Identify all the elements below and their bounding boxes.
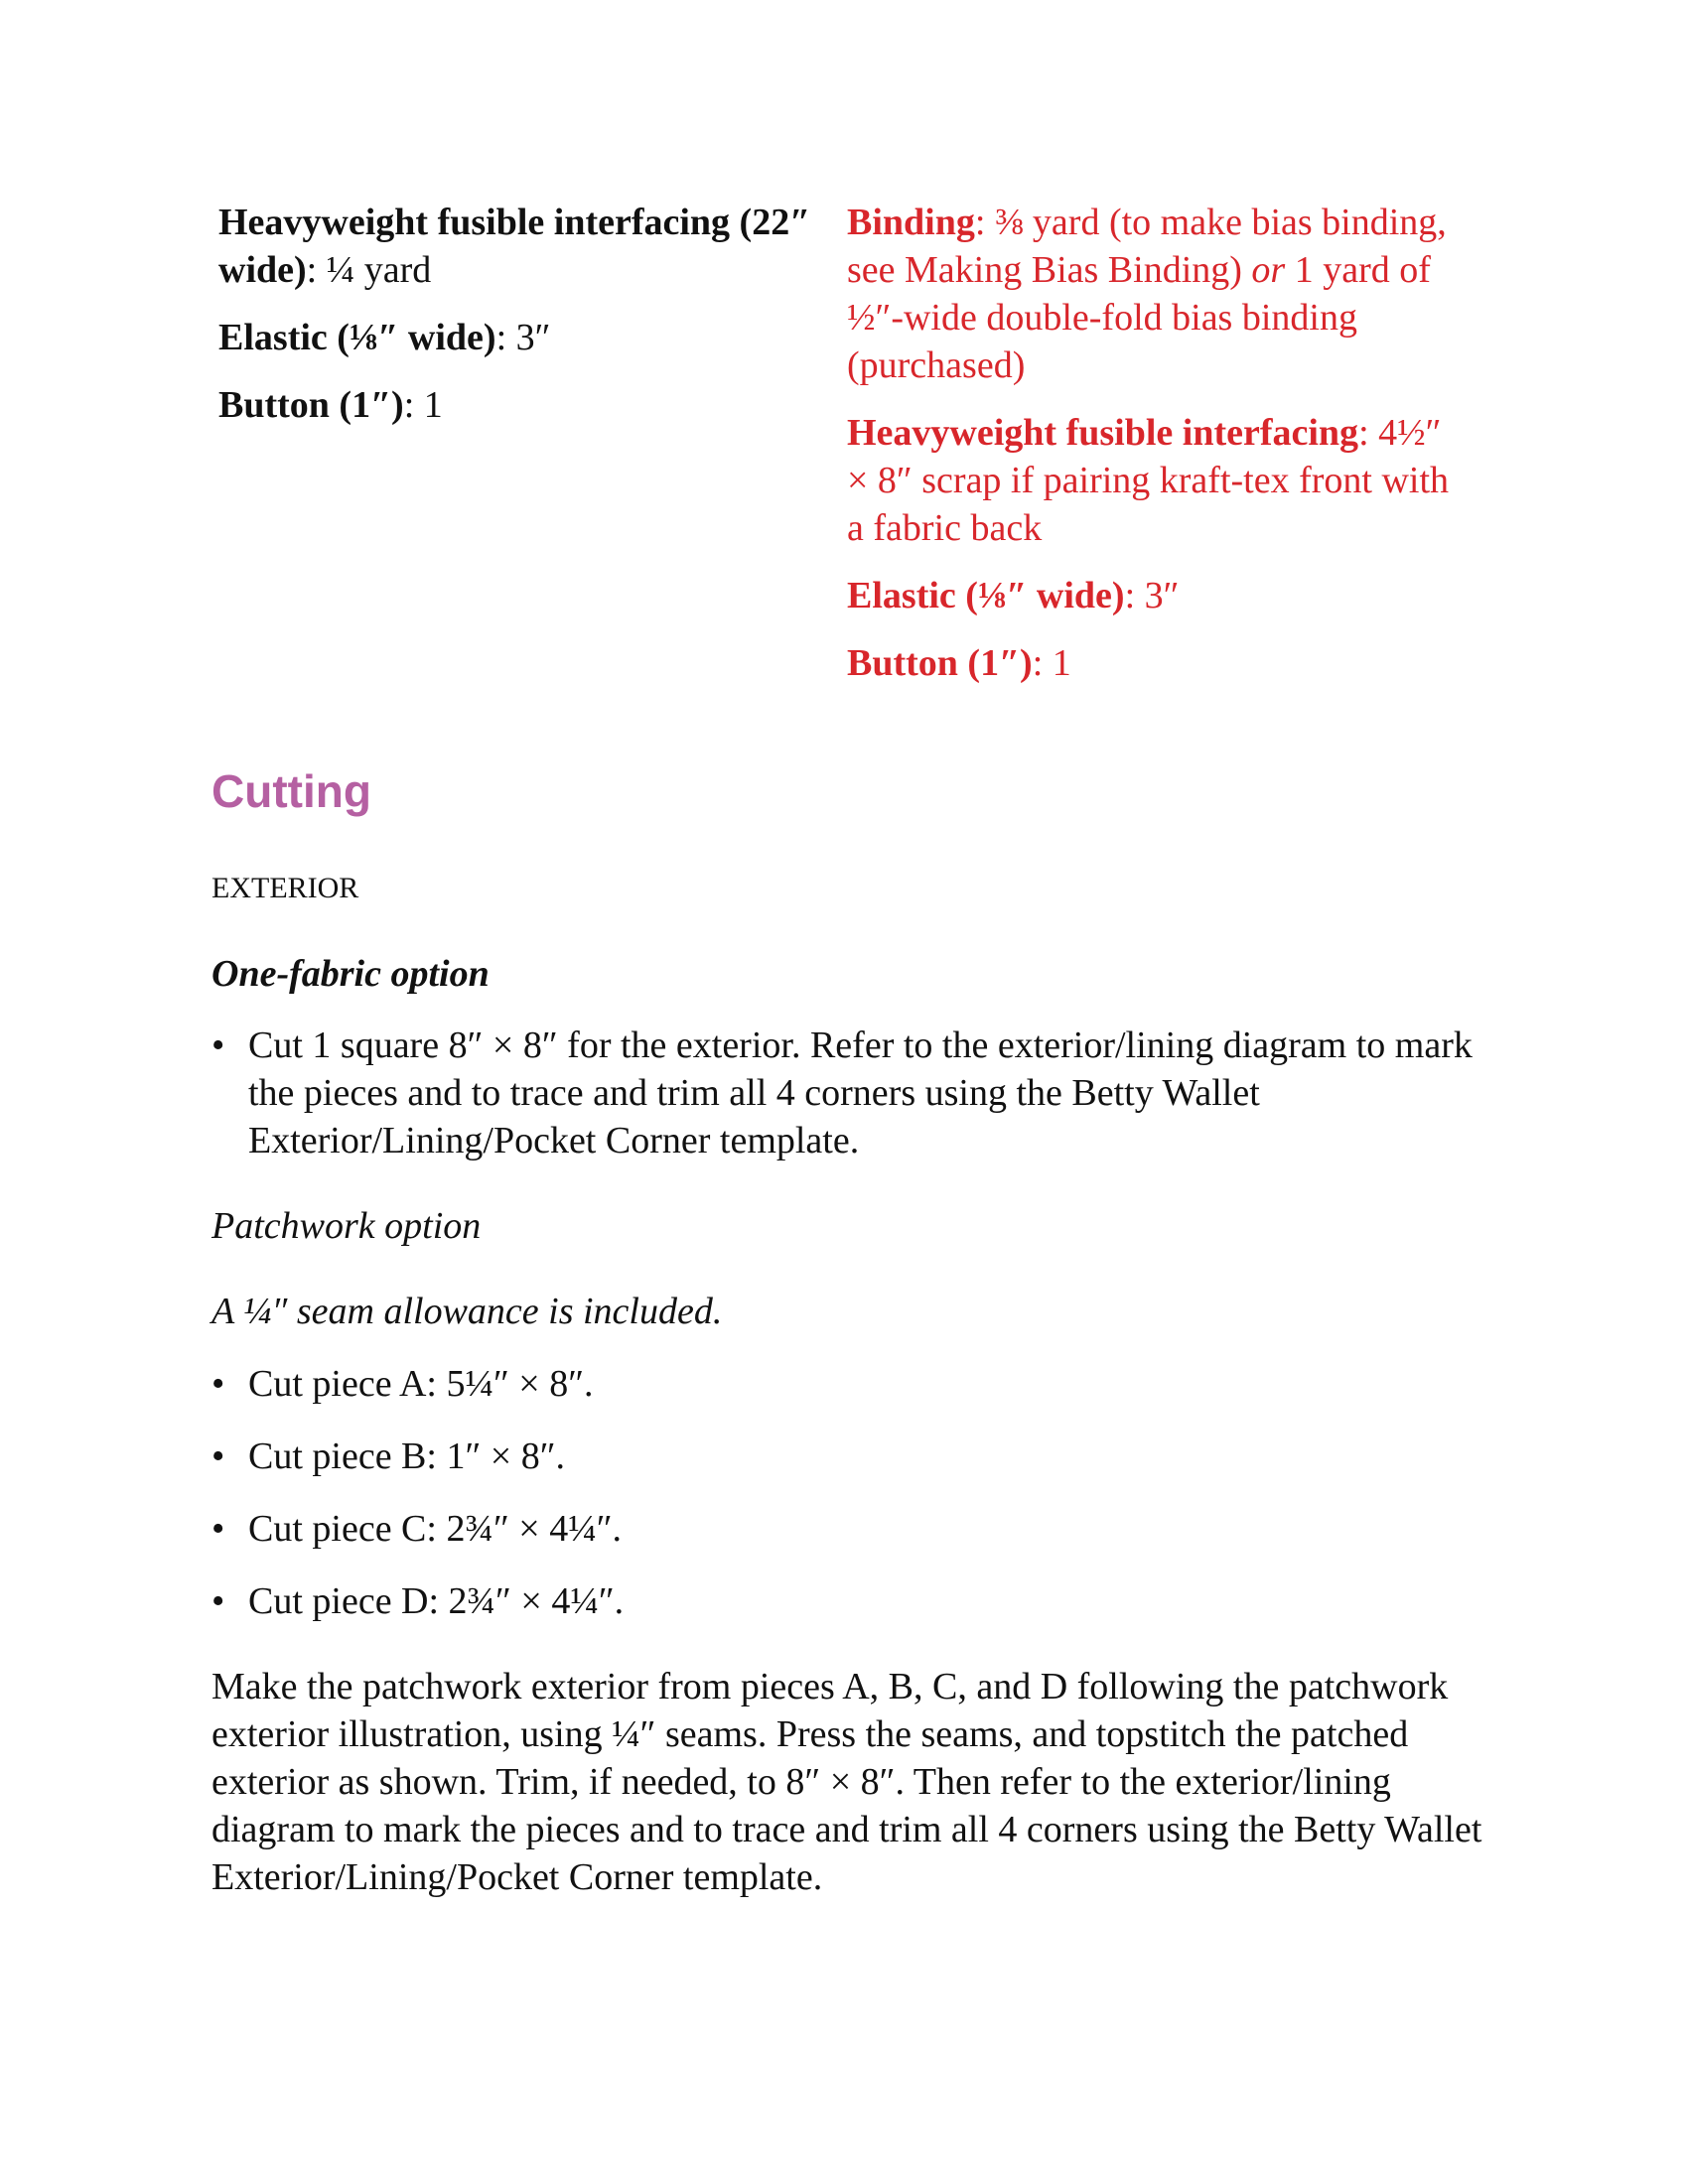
material-label: Binding — [847, 202, 975, 243]
material-label: Button (1″) — [847, 642, 1033, 684]
list-item — [211, 1022, 1502, 1164]
list-item — [211, 1505, 1502, 1553]
materials-right-column — [847, 199, 1463, 707]
material-value: : 3″ — [495, 317, 551, 358]
material-value-alt: 1 yard of ½″-wide double-fold bias binding (purchased) — [847, 249, 1431, 386]
list-item-text: Cut piece A: 5¼″ × 8″. — [248, 1363, 594, 1405]
material-label: Elastic (⅛″ wide) — [847, 575, 1125, 616]
material-item-button — [847, 639, 1463, 687]
list-item — [211, 1577, 1502, 1625]
cutting-section — [211, 869, 1502, 1901]
material-value: : ⅜ yard (to make bias binding, see Making Bias Binding) — [847, 202, 1447, 291]
material-item — [218, 199, 814, 294]
material-value: : 1 — [403, 384, 443, 426]
material-label: Heavyweight fusible interfacing (22″ wide) — [218, 202, 811, 291]
list-item-text: Cut piece D: 2¾″ × 4¼″. — [248, 1580, 625, 1622]
patchwork-list — [211, 1360, 1502, 1625]
material-label: Elastic (⅛″ wide) — [218, 317, 496, 358]
patchwork-paragraph: Make the patchwork exterior from pieces A, B, C, and D following the patchwork exterior illustration, using ¼″ seams. Press the seams, and topstitch the patched exterior as shown. Trim, if needed, to 8″ × 8″. Then refer to the exterior/lining diagram to mark the pieces and to trace and trim all 4 corners using the Betty Wallet Exterior/Lining/Pocket Corner template. — [211, 1666, 1482, 1898]
bullet-icon: • — [211, 1580, 225, 1622]
material-value: : 1 — [1032, 642, 1071, 684]
cutting-heading: Cutting — [211, 765, 371, 817]
material-item — [218, 314, 814, 361]
material-item-elastic — [847, 572, 1463, 619]
material-value: : 4½″ × 8″ scrap if pairing kraft-tex front with a fabric back — [847, 412, 1450, 549]
material-value: : ¼ yard — [306, 249, 432, 291]
material-label: Button (1″) — [218, 384, 404, 426]
material-item — [218, 381, 814, 429]
material-item-interfacing — [847, 409, 1463, 552]
seam-allowance-note: A ¼″ seam allowance is included. — [211, 1291, 723, 1332]
bullet-icon: • — [211, 1363, 225, 1405]
materials-left-column — [218, 199, 814, 449]
list-item — [211, 1433, 1502, 1480]
bullet-icon: • — [211, 1508, 225, 1550]
bullet-icon: • — [211, 1024, 225, 1066]
one-fabric-list — [211, 1022, 1502, 1164]
patchwork-option-title: Patchwork option — [211, 1205, 482, 1247]
material-item-binding — [847, 199, 1463, 389]
bullet-icon: • — [211, 1435, 225, 1477]
list-item-text: Cut 1 square 8″ × 8″ for the exterior. Refer to the exterior/lining diagram to mark the pieces and to trace and trim all 4 corners using the Betty Wallet Exterior/Lining/Pocket Corner template. — [248, 1024, 1473, 1161]
material-value: : 3″ — [1124, 575, 1180, 616]
exterior-subheading: EXTERIOR — [211, 872, 359, 904]
list-item-text: Cut piece B: 1″ × 8″. — [248, 1435, 566, 1477]
material-or: or — [1251, 249, 1286, 291]
list-item-text: Cut piece C: 2¾″ × 4¼″. — [248, 1508, 623, 1550]
list-item — [211, 1360, 1502, 1408]
one-fabric-option-title: One-fabric option — [211, 953, 490, 995]
material-label: Heavyweight fusible interfacing — [847, 412, 1359, 454]
